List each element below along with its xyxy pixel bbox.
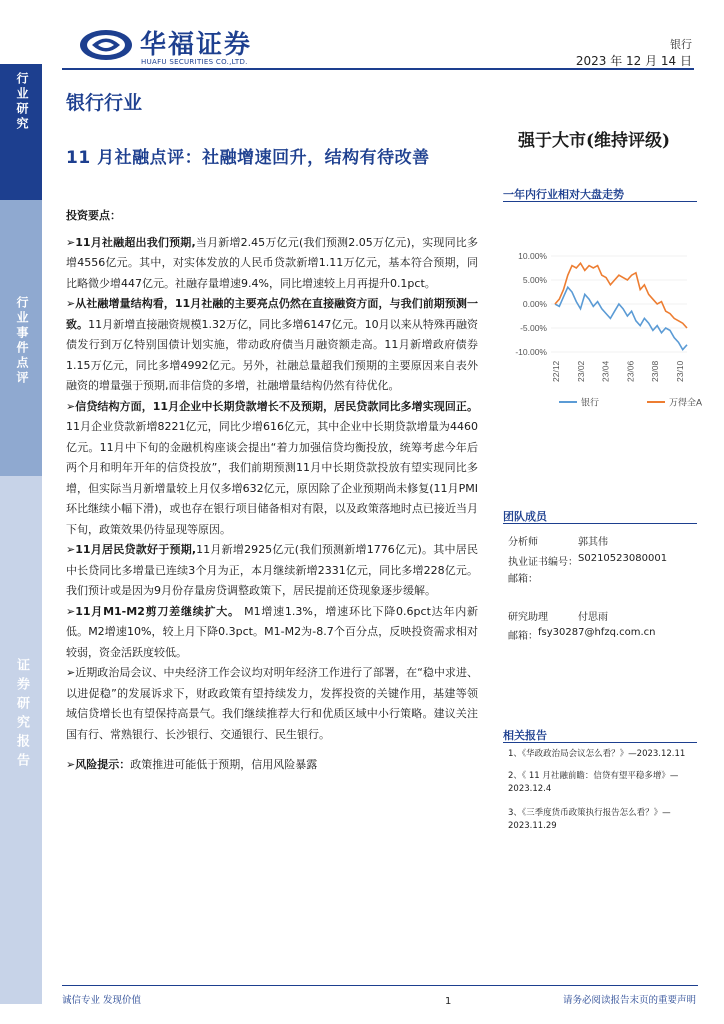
huafu-logo-icon: [78, 28, 134, 62]
legend-label: 万得全A: [669, 397, 703, 408]
point-1-text: 当月新增2.45万亿元(我们预测2.05万亿元)，实现同比多增4556亿元。其中，对实体发放的人民币贷款新增1.11万亿元，基本符合预期，同比略微少增447亿元。社融存量增速9.4%，同比增速较上月再提升0.1pct。: [66, 235, 478, 290]
point-2-lead: 从社融增量结构看，11月社融的主要亮点仍然在直接融资方面，与我们前期预测一致。: [66, 297, 478, 331]
industry-title: 银行行业: [66, 92, 143, 114]
point-3: [66, 397, 478, 541]
related-report-3[interactable]: 3、《三季度货币政策执行报告怎么看？》—2023.11.29: [508, 808, 671, 831]
related-section-title: 相关报告: [503, 729, 547, 742]
page-number: 1: [445, 996, 452, 1007]
arrow-bullet-icon: ➢: [66, 297, 76, 310]
point-5: [66, 602, 478, 664]
point-6-text: 近期政治局会议、中央经济工作会议均对明年经济工作进行了部署，在“稳中求进、以进促稳”的发展诉求下，财政政策有望持续发力，发挥投资的关键作用，基建等领域信贷增长也有望保持高景气。我们继续推荐大行和优质区域中小行策略。建议关注国有行、常熟银行、长沙银行、交通银行、民生银行。: [66, 666, 478, 741]
series-line-bank: [555, 287, 687, 349]
main-content: [66, 206, 478, 776]
x-tick-label: 23/04: [600, 360, 611, 382]
point-3-lead: 信贷结构方面，11月企业中长期贷款增长不及预期，居民贷款同比多增实现回正。: [75, 399, 478, 413]
y-tick-label: -10.00%: [515, 347, 547, 357]
analyst-email-label: 邮箱：: [508, 574, 538, 585]
risk-label: 风险提示：: [75, 758, 131, 771]
y-tick-label: 0.00%: [522, 299, 547, 309]
sidebar-label-research: 行业研究: [15, 72, 29, 132]
legend-label: 银行: [581, 397, 600, 408]
sidebar-label-event: 行业事件点评: [15, 296, 29, 386]
y-tick-label: -5.00%: [520, 323, 547, 333]
analyst-role: 分析师: [508, 537, 538, 548]
x-tick-label: 22/12: [551, 360, 561, 382]
point-4-text: 11月新增2925亿元(我们预测新增1776亿元)。其中居民中长贷同比多增量已连续3个月为正，本月继续新增2331亿元，同比多增228亿元。我们预计或是因为9月份存量房贷调整政策下，居民提前还贷现象逐步缓解。: [66, 543, 478, 597]
report-title: 11 月社融点评：社融增速回升，结构有待改善: [66, 148, 430, 168]
point-5-lead: 11月M1-M2剪刀差继续扩大。: [75, 604, 240, 618]
x-tick-label: 23/06: [625, 360, 636, 382]
sidebar-label-report: 证券研究报告: [14, 658, 29, 772]
team-section-title: 团队成员: [503, 510, 547, 523]
x-tick-label: 23/02: [575, 360, 586, 382]
chart-section-divider: [503, 201, 697, 202]
header-industry-label: 银行: [670, 38, 692, 51]
relative-performance-chart: [503, 240, 703, 440]
assistant-name: 付思雨: [578, 612, 608, 623]
analyst-name: 郭其伟: [578, 537, 608, 548]
point-6: [66, 663, 478, 745]
risk-text: 政策推进可能低于预期，信用风险暴露: [130, 758, 318, 771]
point-4: [66, 540, 478, 602]
point-2: [66, 294, 478, 397]
team-section-divider: [503, 523, 697, 524]
key-points-heading: 投资要点：: [66, 209, 121, 222]
sidebar-segment-report: [0, 476, 42, 1004]
point-1-lead: 11月社融超出我们预期,: [75, 235, 196, 249]
license-label: 执业证书编号：: [508, 557, 578, 568]
footer-disclaimer: 请务必阅读报告末页的重要声明: [562, 995, 696, 1006]
footer-divider: [62, 985, 698, 986]
arrow-bullet-icon: ➢: [66, 235, 76, 249]
arrow-bullet-icon: ➢: [66, 666, 76, 679]
assistant-email-label: 邮箱：: [508, 631, 538, 642]
chart-section-title: 一年内行业相对大盘走势: [503, 188, 624, 201]
series-line-wind-a: [555, 263, 687, 328]
point-5-text: M1增速1.3%，增速环比下降0.6pct达年内新低。M2增速10%，较上月下降0.3pct。M1-M2为-8.7个百分点，反映投资需求相对较弱，资金活跃度较低。: [66, 604, 478, 659]
risk-note: [66, 755, 478, 776]
footer-slogan: 诚信专业 发现价值: [62, 995, 142, 1006]
arrow-bullet-icon: ➢: [66, 604, 76, 618]
rating: 强于大市(维持评级): [518, 131, 671, 151]
point-4-lead: 11月居民贷款好于预期,: [75, 543, 197, 556]
y-tick-label: 10.00%: [518, 251, 547, 261]
arrow-bullet-icon: ➢: [66, 543, 76, 556]
left-sidebar: [0, 64, 42, 1004]
arrow-bullet-icon: ➢: [66, 399, 76, 413]
brand-name-en: HUAFU SECURITIES CO.,LTD.: [141, 58, 248, 66]
header-divider: [62, 68, 694, 70]
point-3-text: 11月企业贷款新增8221亿元，同比少增616亿元，其中企业中长期贷款增量为4460亿元。11月中下旬的金融机构座谈会提出“着力加强信贷均衡投放，统筹考虑今年后两个月和明年开年的信贷投放”，我们前期预测11月中长期贷款投放有望实现同比多增，但实际当月新增量较上月仅多增632亿元，原因除了企业预期尚未修复(11月PMI环比继续小幅下滑)，或也存在银行项目储备相对有限，以及政策落地时点已接近当月下旬，政策效果仍待显现等原因。: [66, 420, 478, 536]
x-tick-label: 23/08: [650, 360, 661, 382]
x-tick-label: 23/10: [675, 360, 685, 382]
point-2-text: 11月新增直接融资规模1.32万亿，同比多增6147亿元。10月以来从特殊再融资债发行到万亿特别国债计划实施，带动政府债当月融资额走高。11月新增政府债券1.15万亿元，同比多增4992亿元。另外，社融总量超我们预期的主要原因来自表外融资的增量强于预期,而非信贷的多增，社融增量结构仍然有待优化。: [66, 317, 478, 392]
y-tick-label: 5.00%: [522, 275, 547, 285]
report-date: 2023 年 12 月 14 日: [575, 54, 692, 68]
brand-name-cn: 华福证券: [140, 30, 253, 60]
point-1: [66, 233, 478, 295]
sidebar-segment-research: [0, 64, 42, 200]
assistant-role: 研究助理: [508, 612, 548, 623]
related-report-2[interactable]: 2、《 11 月社融前瞻：信贷有望平稳多增》—2023.12.4: [508, 771, 679, 794]
related-report-1[interactable]: 1、《华政政治局会议怎么看？》—2023.12.11: [508, 749, 686, 759]
sidebar-segment-event: [0, 200, 42, 476]
license-number: S0210523080001: [578, 553, 668, 564]
assistant-email[interactable]: fsy30287@hfzq.com.cn: [538, 627, 656, 638]
arrow-bullet-icon: ➢: [66, 758, 76, 771]
related-section-divider: [503, 742, 697, 743]
